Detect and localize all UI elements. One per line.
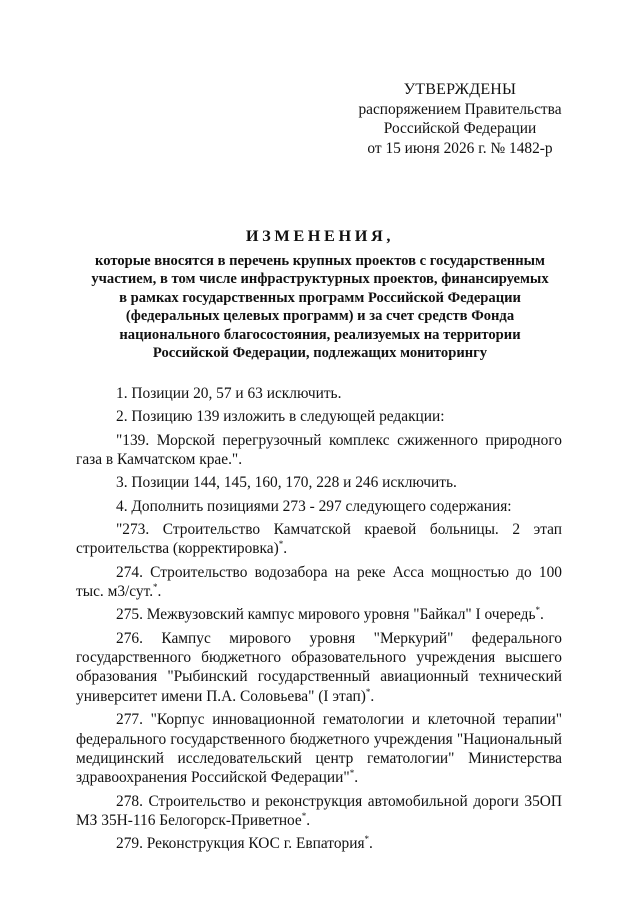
subtitle-line: (федеральных целевых программ) и за счет средств Фонда — [125, 308, 515, 325]
paragraph — [76, 497, 562, 516]
paragraph-tail: . — [354, 769, 359, 787]
paragraph — [76, 563, 562, 602]
subtitle-line: национального благосостояния, реализуемых на территории — [119, 326, 521, 343]
paragraph — [76, 834, 562, 853]
paragraph-tail: . — [370, 687, 375, 705]
paragraph-text: 3. Позиции 144, 145, 160, 170, 228 и 246 исключить. — [116, 474, 457, 492]
footnote-mark: * — [153, 582, 158, 592]
document-body — [76, 384, 562, 854]
paragraph — [76, 792, 562, 831]
paragraph — [76, 384, 562, 403]
subtitle-line: Российской Федерации, подлежащих мониторингу — [152, 345, 488, 362]
paragraph — [76, 605, 562, 624]
footnote-mark: * — [365, 686, 371, 697]
paragraph — [76, 407, 562, 426]
approval-date-line: от 15 июня 2026 г. № 1482-р — [367, 139, 553, 157]
paragraph — [76, 629, 562, 707]
paragraph-text: 276. Кампус мирового уровня "Меркурий" федерального государственного бюджетного образовательного учреждения высшего образования "Рыбинский государственный авиационный технический университет имени П.А. Соловьева" (I этап) — [76, 629, 562, 705]
paragraph — [76, 473, 562, 492]
subtitle-line: в рамках государственных программ Российской Федерации — [119, 289, 521, 306]
footnote-mark: * — [301, 811, 307, 822]
paragraph — [76, 431, 562, 470]
paragraph-text: 278. Строительство и реконструкция автомобильной дороги 35ОП МЗ 35Н-116 Белогорск-Приветное — [76, 792, 562, 830]
paragraph — [76, 520, 562, 559]
paragraph-text: 2. Позицию 139 изложить в следующей редакции: — [116, 408, 445, 426]
paragraph-text: 274. Строительство водозабора на реке Асса мощностью до 100 тыс. м3/сут. — [76, 563, 562, 600]
approval-heading: УТВЕРЖДЕНЫ — [403, 81, 517, 98]
paragraph-text: "139. Морской перегрузочный комплекс сжиженного природного газа в Камчатском крае.". — [76, 431, 562, 468]
paragraph-tail: . — [283, 540, 288, 558]
paragraph-tail: . — [306, 812, 311, 830]
footnote-mark: * — [364, 834, 370, 845]
paragraph-text: 279. Реконструкция КОС г. Евпатория — [116, 835, 365, 853]
approval-line: Российской Федерации — [383, 120, 537, 137]
approval-line: распоряжением Правительства — [358, 100, 562, 118]
paragraph-tail: . — [369, 835, 373, 853]
paragraph-text: 4. Дополнить позициями 273 - 297 следующего содержания: — [116, 497, 512, 515]
document-subtitle — [78, 252, 562, 362]
approval-block — [340, 80, 580, 158]
footnote-mark: * — [535, 605, 541, 616]
paragraph-text: 275. Межвузовский кампус мирового уровня "Байкал" I очередь — [116, 606, 536, 624]
subtitle-line: участием, в том числе инфраструктурных проектов, финансируемых — [91, 271, 549, 288]
footnote-mark: * — [278, 539, 284, 550]
paragraph-tail: . — [157, 583, 162, 600]
paragraph-text: 277. "Корпус инновационной гематологии и клеточной терапии" федерального государственного бюджетного учреждения "Национальный медицинский исследовательский центр гематологии" Министерства здравоохранения Российской Федерации" — [76, 711, 562, 787]
footnote-mark: * — [349, 768, 355, 779]
paragraph-text: 1. Позиции 20, 57 и 63 исключить. — [116, 385, 342, 402]
document-title: ИЗМЕНЕНИЯ, — [245, 226, 395, 245]
paragraph-text: "273. Строительство Камчатской краевой больницы. 2 этап строительства (корректировка) — [76, 520, 562, 558]
subtitle-line: которые вносятся в перечень крупных проектов с государственным — [95, 253, 545, 269]
paragraph — [76, 710, 562, 788]
paragraph-tail: . — [540, 606, 544, 624]
